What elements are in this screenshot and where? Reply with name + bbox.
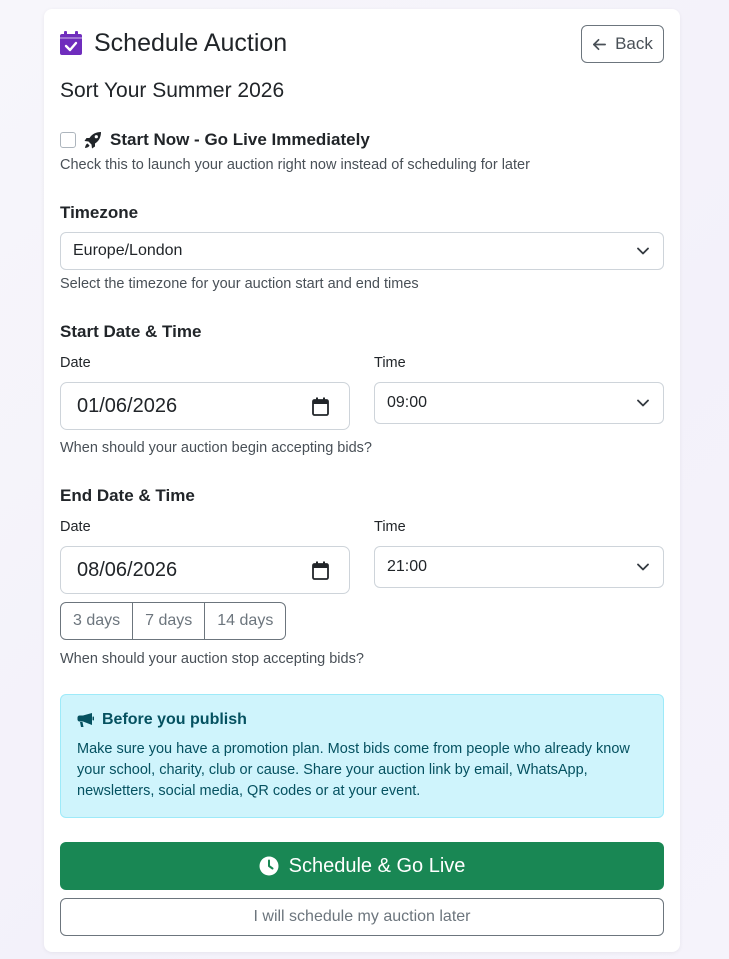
info-title: Before you publish [102,711,247,728]
end-time-label: Time [374,519,406,535]
info-body: Make sure you have a promotion plan. Most bids come from people who already know your school, charity, club or cause. Share your auction link by email, WhatsApp, newsletters, social media, QR codes or at your event. [77,741,630,799]
duration-14-days-button[interactable]: 14 days [204,602,286,640]
end-time-value: 21:00 [387,558,428,575]
start-time-label: Time [374,355,406,371]
arrow-left-icon [592,37,607,52]
start-now-row [60,129,370,151]
back-button-label: Back [615,34,653,53]
end-date-input[interactable] [60,546,350,594]
end-help: When should your auction stop accepting bids? [60,651,364,667]
duration-3-days-button[interactable]: 3 days [60,602,133,640]
start-now-checkbox[interactable] [60,132,76,148]
schedule-later-button[interactable]: I will schedule my auction later [60,898,664,936]
timezone-help: Select the timezone for your auction start and end times [60,276,419,292]
start-help: When should your auction begin accepting bids? [60,440,372,456]
duration-button-group [60,602,286,640]
start-now-help: Check this to launch your auction right now instead of scheduling for later [60,157,530,173]
back-button[interactable] [581,25,664,63]
timezone-value: Europe/London [73,242,183,259]
start-date-value: 01/06/2026 [77,394,178,417]
timezone-label: Timezone [60,203,139,222]
start-date-label: Date [60,355,91,371]
auction-name: Sort Your Summer 2026 [60,79,285,102]
calendar-check-icon [60,31,82,55]
calendar-icon[interactable] [312,561,329,580]
chevron-down-icon [637,563,649,571]
promotion-info-alert [60,694,664,818]
page-title: Schedule Auction [94,29,288,57]
chevron-down-icon [637,399,649,407]
calendar-icon[interactable] [312,397,329,416]
schedule-go-live-label: Schedule & Go Live [288,854,466,877]
chevron-down-icon [637,247,649,255]
end-time-select[interactable] [374,546,664,588]
timezone-select[interactable] [60,232,664,270]
schedule-go-live-button[interactable] [60,842,664,890]
start-date-input[interactable] [60,382,350,430]
start-now-label: Start Now - Go Live Immediately [110,130,370,149]
rocket-icon [84,131,102,149]
end-section-label: End Date & Time [60,486,195,505]
start-time-value: 09:00 [387,394,428,411]
end-date-value: 08/06/2026 [77,558,178,581]
info-title-row [77,711,247,729]
duration-7-days-button[interactable]: 7 days [132,602,205,640]
end-date-label: Date [60,519,91,535]
start-time-select[interactable] [374,382,664,424]
page-header [60,17,664,73]
start-section-label: Start Date & Time [60,322,202,341]
schedule-auction-card [44,9,680,952]
megaphone-icon [77,712,94,728]
clock-icon [259,856,279,876]
